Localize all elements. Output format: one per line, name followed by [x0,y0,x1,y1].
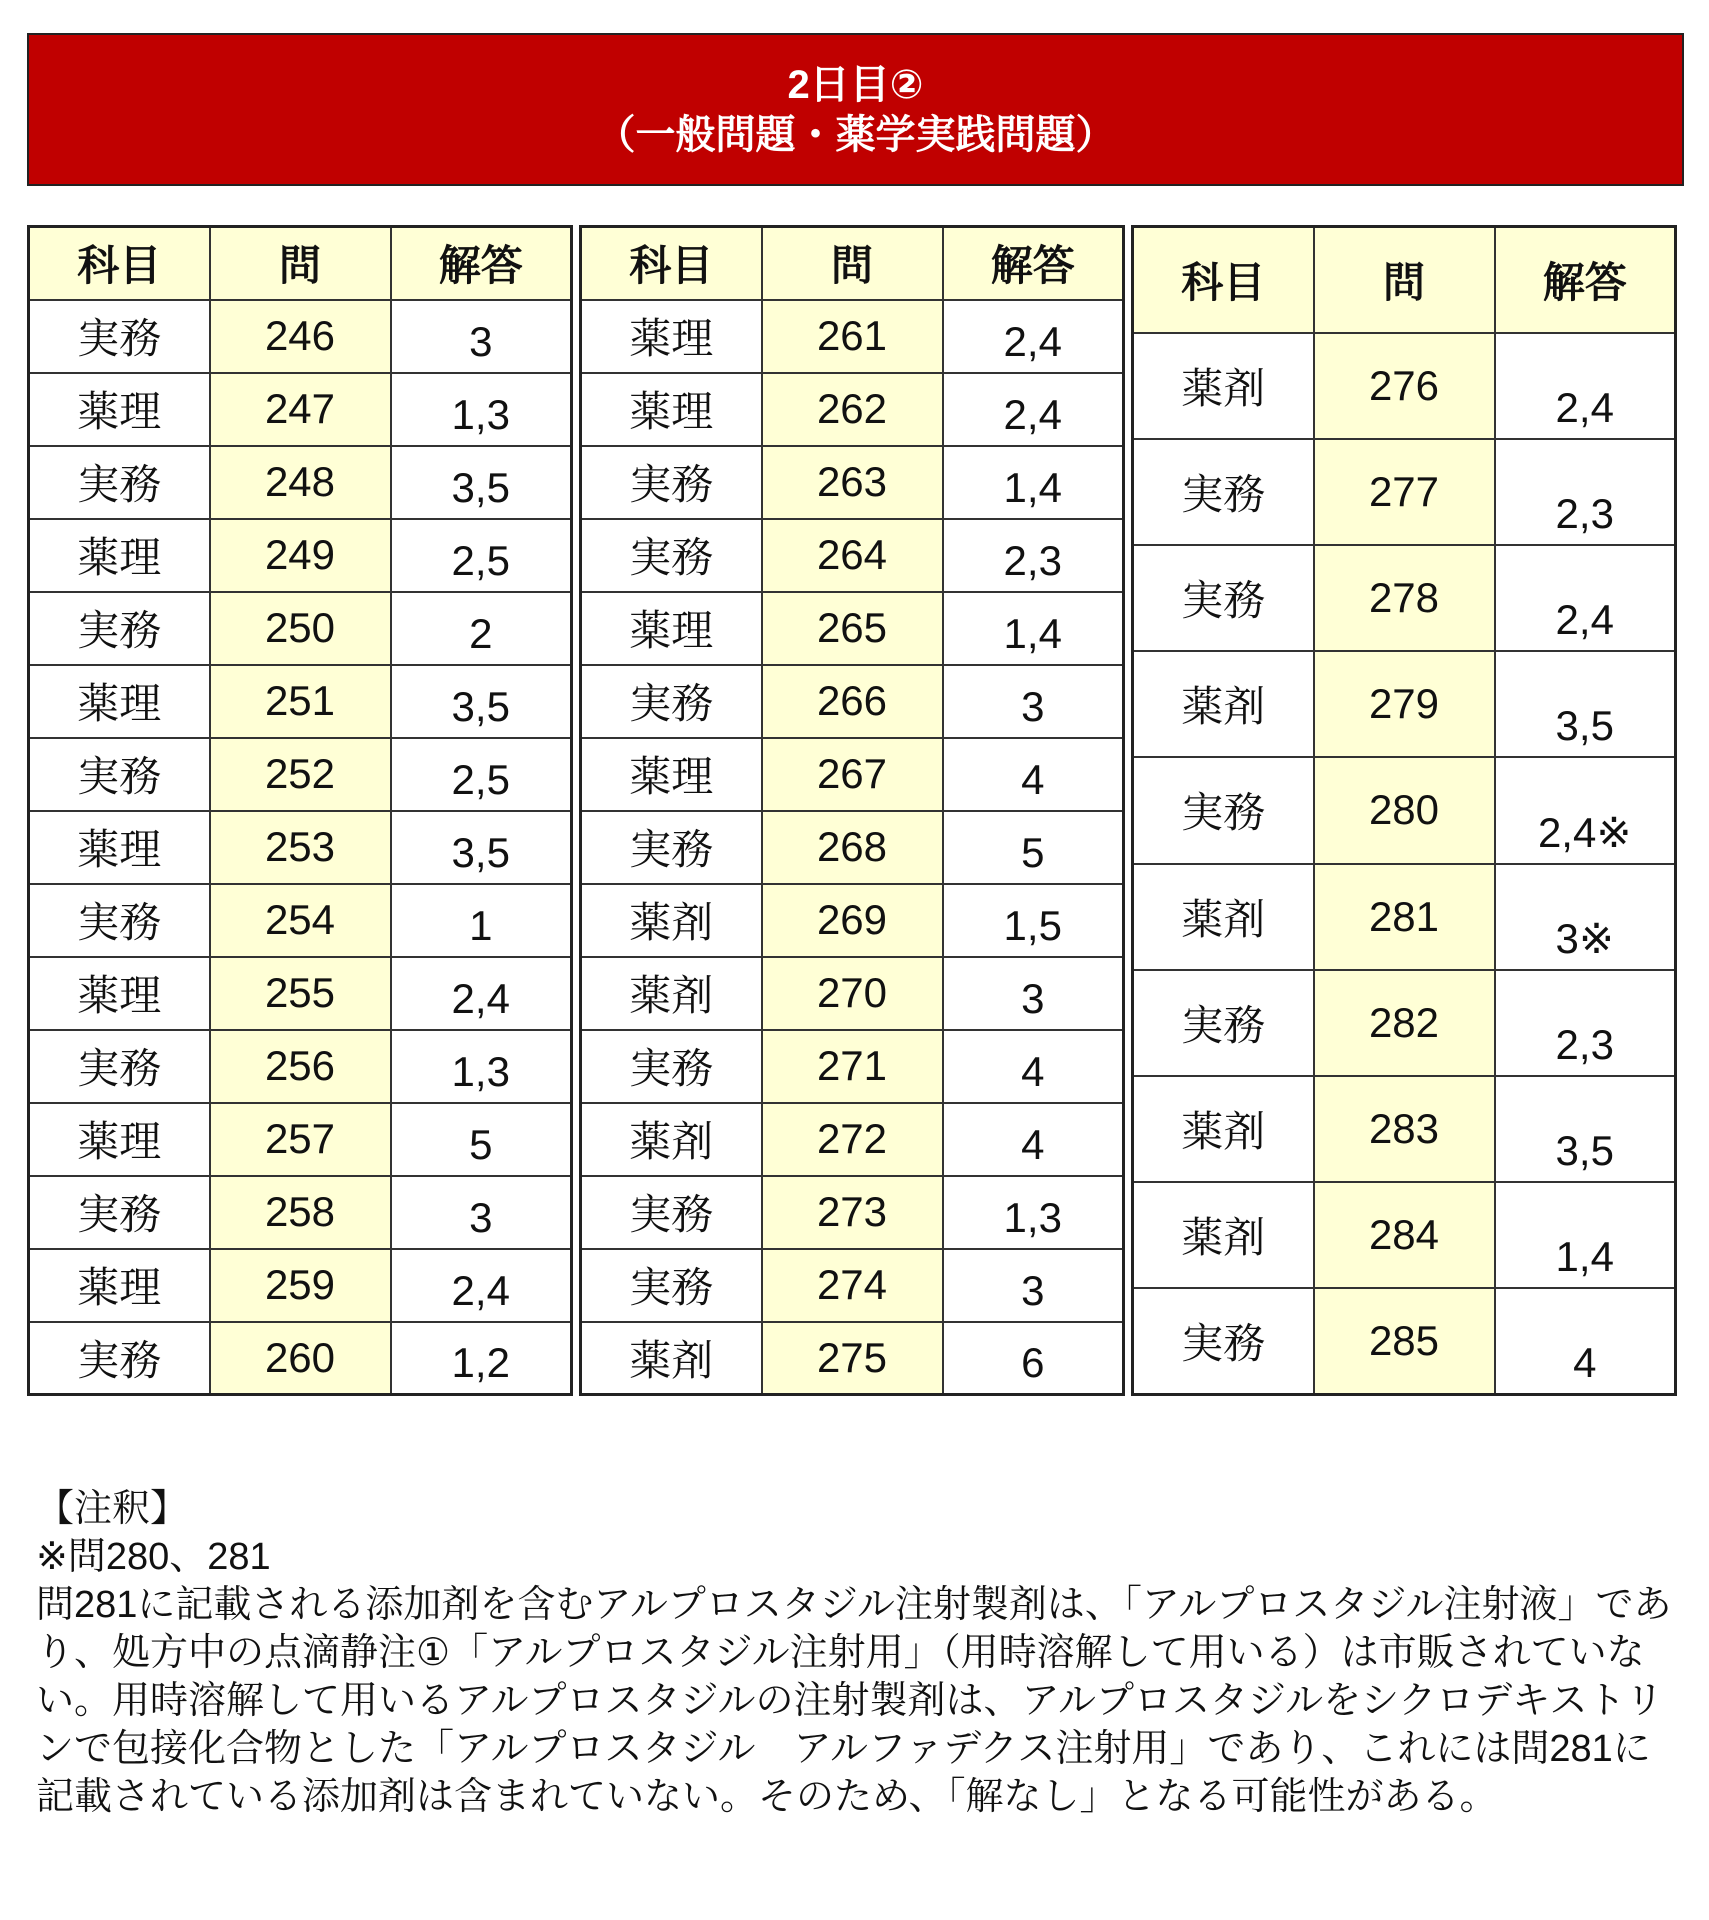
subject-cell: 実務 [581,519,762,592]
subject-cell: 薬理 [581,592,762,665]
table-row [581,811,1124,884]
question-number-cell: 252 [210,738,391,811]
subject-cell: 薬剤 [1133,864,1314,970]
subject-cell: 実務 [29,300,210,373]
subject-cell: 薬理 [581,300,762,373]
subject-cell: 薬理 [29,1249,210,1322]
banner-title: 2日目② [787,62,924,107]
subject-cell: 薬理 [29,957,210,1030]
title-banner [27,33,1684,186]
answer-cell: 3,5 [1495,651,1676,757]
subject-cell: 薬剤 [1133,651,1314,757]
question-number-cell: 247 [210,373,391,446]
answer-cell: 3,5 [391,446,572,519]
answer-cell: 3 [943,665,1124,738]
subject-cell: 薬剤 [1133,1182,1314,1288]
question-number-cell: 260 [210,1322,391,1395]
answer-cell: 2,5 [391,738,572,811]
table-row [29,373,572,446]
answer-cell: 2,3 [943,519,1124,592]
answer-cell: 2,4 [391,957,572,1030]
subject-cell: 実務 [1133,757,1314,863]
table-row [581,1176,1124,1249]
column-header: 問 [1314,227,1495,333]
table-row [1133,545,1676,651]
question-number-cell: 261 [762,300,943,373]
table-row [29,1322,572,1395]
subject-cell: 薬理 [29,1103,210,1176]
subject-cell: 薬理 [29,373,210,446]
table-row [29,957,572,1030]
question-number-cell: 248 [210,446,391,519]
question-number-cell: 284 [1314,1182,1495,1288]
answer-cell: 3 [943,957,1124,1030]
question-number-cell: 246 [210,300,391,373]
table-row [581,957,1124,1030]
answer-cell: 1,3 [391,1030,572,1103]
subject-cell: 薬理 [581,738,762,811]
subject-cell: 実務 [29,1322,210,1395]
answer-cell: 5 [943,811,1124,884]
question-number-cell: 276 [1314,333,1495,439]
answer-table-2 [579,225,1125,1396]
question-number-cell: 268 [762,811,943,884]
answer-cell: 2,4 [1495,545,1676,651]
column-header: 科目 [1133,227,1314,333]
table-row [581,1249,1124,1322]
table-row [581,1030,1124,1103]
subject-cell: 実務 [1133,439,1314,545]
column-header: 科目 [581,227,762,300]
answer-cell: 2,4 [391,1249,572,1322]
subject-cell: 薬理 [29,519,210,592]
question-number-cell: 275 [762,1322,943,1395]
subject-cell: 薬剤 [1133,333,1314,439]
column-header: 解答 [943,227,1124,300]
subject-cell: 実務 [29,738,210,811]
table-row [581,592,1124,665]
table-row [581,373,1124,446]
subject-cell: 実務 [581,446,762,519]
question-number-cell: 278 [1314,545,1495,651]
answer-cell: 1,3 [391,373,572,446]
table-row [581,738,1124,811]
table-row [581,446,1124,519]
question-number-cell: 264 [762,519,943,592]
question-number-cell: 285 [1314,1288,1495,1394]
table-row [581,665,1124,738]
table-row [581,519,1124,592]
answer-cell: 2,5 [391,519,572,592]
table-row [29,592,572,665]
answer-cell: 5 [391,1103,572,1176]
table-row [29,300,572,373]
answer-cell: 3,5 [1495,1076,1676,1182]
answer-cell: 2,3 [1495,970,1676,1076]
subject-cell: 薬剤 [581,1103,762,1176]
answer-cell: 4 [943,1103,1124,1176]
table-row [1133,1182,1676,1288]
question-number-cell: 271 [762,1030,943,1103]
question-number-cell: 282 [1314,970,1495,1076]
table-row [581,1103,1124,1176]
question-number-cell: 259 [210,1249,391,1322]
question-number-cell: 277 [1314,439,1495,545]
subject-cell: 実務 [581,1176,762,1249]
table-row [1133,970,1676,1076]
subject-cell: 実務 [29,592,210,665]
subject-cell: 実務 [1133,1288,1314,1394]
table-row [29,738,572,811]
table-row [581,884,1124,957]
table-row [29,446,572,519]
question-number-cell: 254 [210,884,391,957]
answer-table-3 [1131,225,1677,1396]
question-number-cell: 249 [210,519,391,592]
question-number-cell: 257 [210,1103,391,1176]
subject-cell: 実務 [1133,545,1314,651]
question-number-cell: 280 [1314,757,1495,863]
table-row [29,665,572,738]
table-row [581,1322,1124,1395]
table-row [1133,651,1676,757]
header-row [581,227,1124,300]
notes-title: 【注釈】 [36,1488,189,1530]
table-row [29,1176,572,1249]
question-number-cell: 269 [762,884,943,957]
question-number-cell: 262 [762,373,943,446]
answer-cell: 2 [391,592,572,665]
subject-cell: 薬剤 [581,1322,762,1395]
answer-cell: 2,3 [1495,439,1676,545]
table-row [581,300,1124,373]
table-row [29,1030,572,1103]
answer-tables [27,225,1677,1396]
table-row [1133,864,1676,970]
answer-cell: 1,3 [943,1176,1124,1249]
subject-cell: 実務 [29,1176,210,1249]
answer-cell: 1,4 [943,446,1124,519]
question-number-cell: 250 [210,592,391,665]
question-number-cell: 281 [1314,864,1495,970]
answer-cell: 4 [943,738,1124,811]
answer-cell: 6 [943,1322,1124,1395]
answer-cell: 3 [391,1176,572,1249]
column-header: 解答 [1495,227,1676,333]
answer-cell: 1,4 [1495,1182,1676,1288]
column-header: 問 [210,227,391,300]
subject-cell: 薬剤 [581,957,762,1030]
answer-cell: 1,5 [943,884,1124,957]
question-number-cell: 270 [762,957,943,1030]
question-number-cell: 273 [762,1176,943,1249]
question-number-cell: 283 [1314,1076,1495,1182]
answer-cell: 2,4 [1495,333,1676,439]
answer-cell: 2,4※ [1495,757,1676,863]
notes-body: 問281に記載される添加剤を含むアルプロスタジル注射製剤は、「アルプロスタジル注射液」であり、処方中の点滴静注①「アルプロスタジル注射用」（用時溶解して用いる）は市販されていない。用時溶解して用いるアルプロスタジルの注射製剤は、アルプロスタジルをシクロデキストリンで包接化合物とした「アルプロスタジル アルファデクス注射用」であり、これには問281に記載されている添加剤は含まれていない。そのため、「解なし」となる可能性がある。 [36,1584,1672,1818]
subject-cell: 実務 [1133,970,1314,1076]
subject-cell: 実務 [581,665,762,738]
answer-cell: 4 [1495,1288,1676,1394]
subject-cell: 実務 [581,1249,762,1322]
header-row [29,227,572,300]
answer-cell: 1,2 [391,1322,572,1395]
banner-subtitle: （一般問題・薬学実践問題） [595,112,1116,157]
table-row [29,811,572,884]
subject-cell: 実務 [29,446,210,519]
table-row [1133,1076,1676,1182]
column-header: 解答 [391,227,572,300]
answer-cell: 2,4 [943,300,1124,373]
answer-cell: 3※ [1495,864,1676,970]
answer-table-1 [27,225,573,1396]
subject-cell: 薬剤 [1133,1076,1314,1182]
answer-cell: 3 [943,1249,1124,1322]
subject-cell: 薬理 [29,811,210,884]
table-row [29,884,572,957]
table-row [29,1249,572,1322]
question-number-cell: 266 [762,665,943,738]
answer-cell: 4 [943,1030,1124,1103]
notes-reference: ※問280、281 [36,1536,271,1578]
answer-cell: 2,4 [943,373,1124,446]
column-header: 科目 [29,227,210,300]
answer-cell: 1,4 [943,592,1124,665]
question-number-cell: 265 [762,592,943,665]
question-number-cell: 251 [210,665,391,738]
table-row [1133,439,1676,545]
subject-cell: 薬理 [581,373,762,446]
subject-cell: 実務 [581,811,762,884]
answer-cell: 3 [391,300,572,373]
question-number-cell: 272 [762,1103,943,1176]
answer-cell: 3,5 [391,811,572,884]
subject-cell: 薬理 [29,665,210,738]
answer-cell: 3,5 [391,665,572,738]
question-number-cell: 258 [210,1176,391,1249]
notes-section [36,1485,1676,1821]
question-number-cell: 274 [762,1249,943,1322]
answer-cell: 1 [391,884,572,957]
table-row [29,519,572,592]
subject-cell: 実務 [29,1030,210,1103]
subject-cell: 薬剤 [581,884,762,957]
table-row [29,1103,572,1176]
table-row [1133,333,1676,439]
subject-cell: 実務 [29,884,210,957]
question-number-cell: 267 [762,738,943,811]
question-number-cell: 255 [210,957,391,1030]
question-number-cell: 253 [210,811,391,884]
table-row [1133,757,1676,863]
column-header: 問 [762,227,943,300]
question-number-cell: 279 [1314,651,1495,757]
header-row [1133,227,1676,333]
question-number-cell: 256 [210,1030,391,1103]
table-row [1133,1288,1676,1394]
question-number-cell: 263 [762,446,943,519]
subject-cell: 実務 [581,1030,762,1103]
